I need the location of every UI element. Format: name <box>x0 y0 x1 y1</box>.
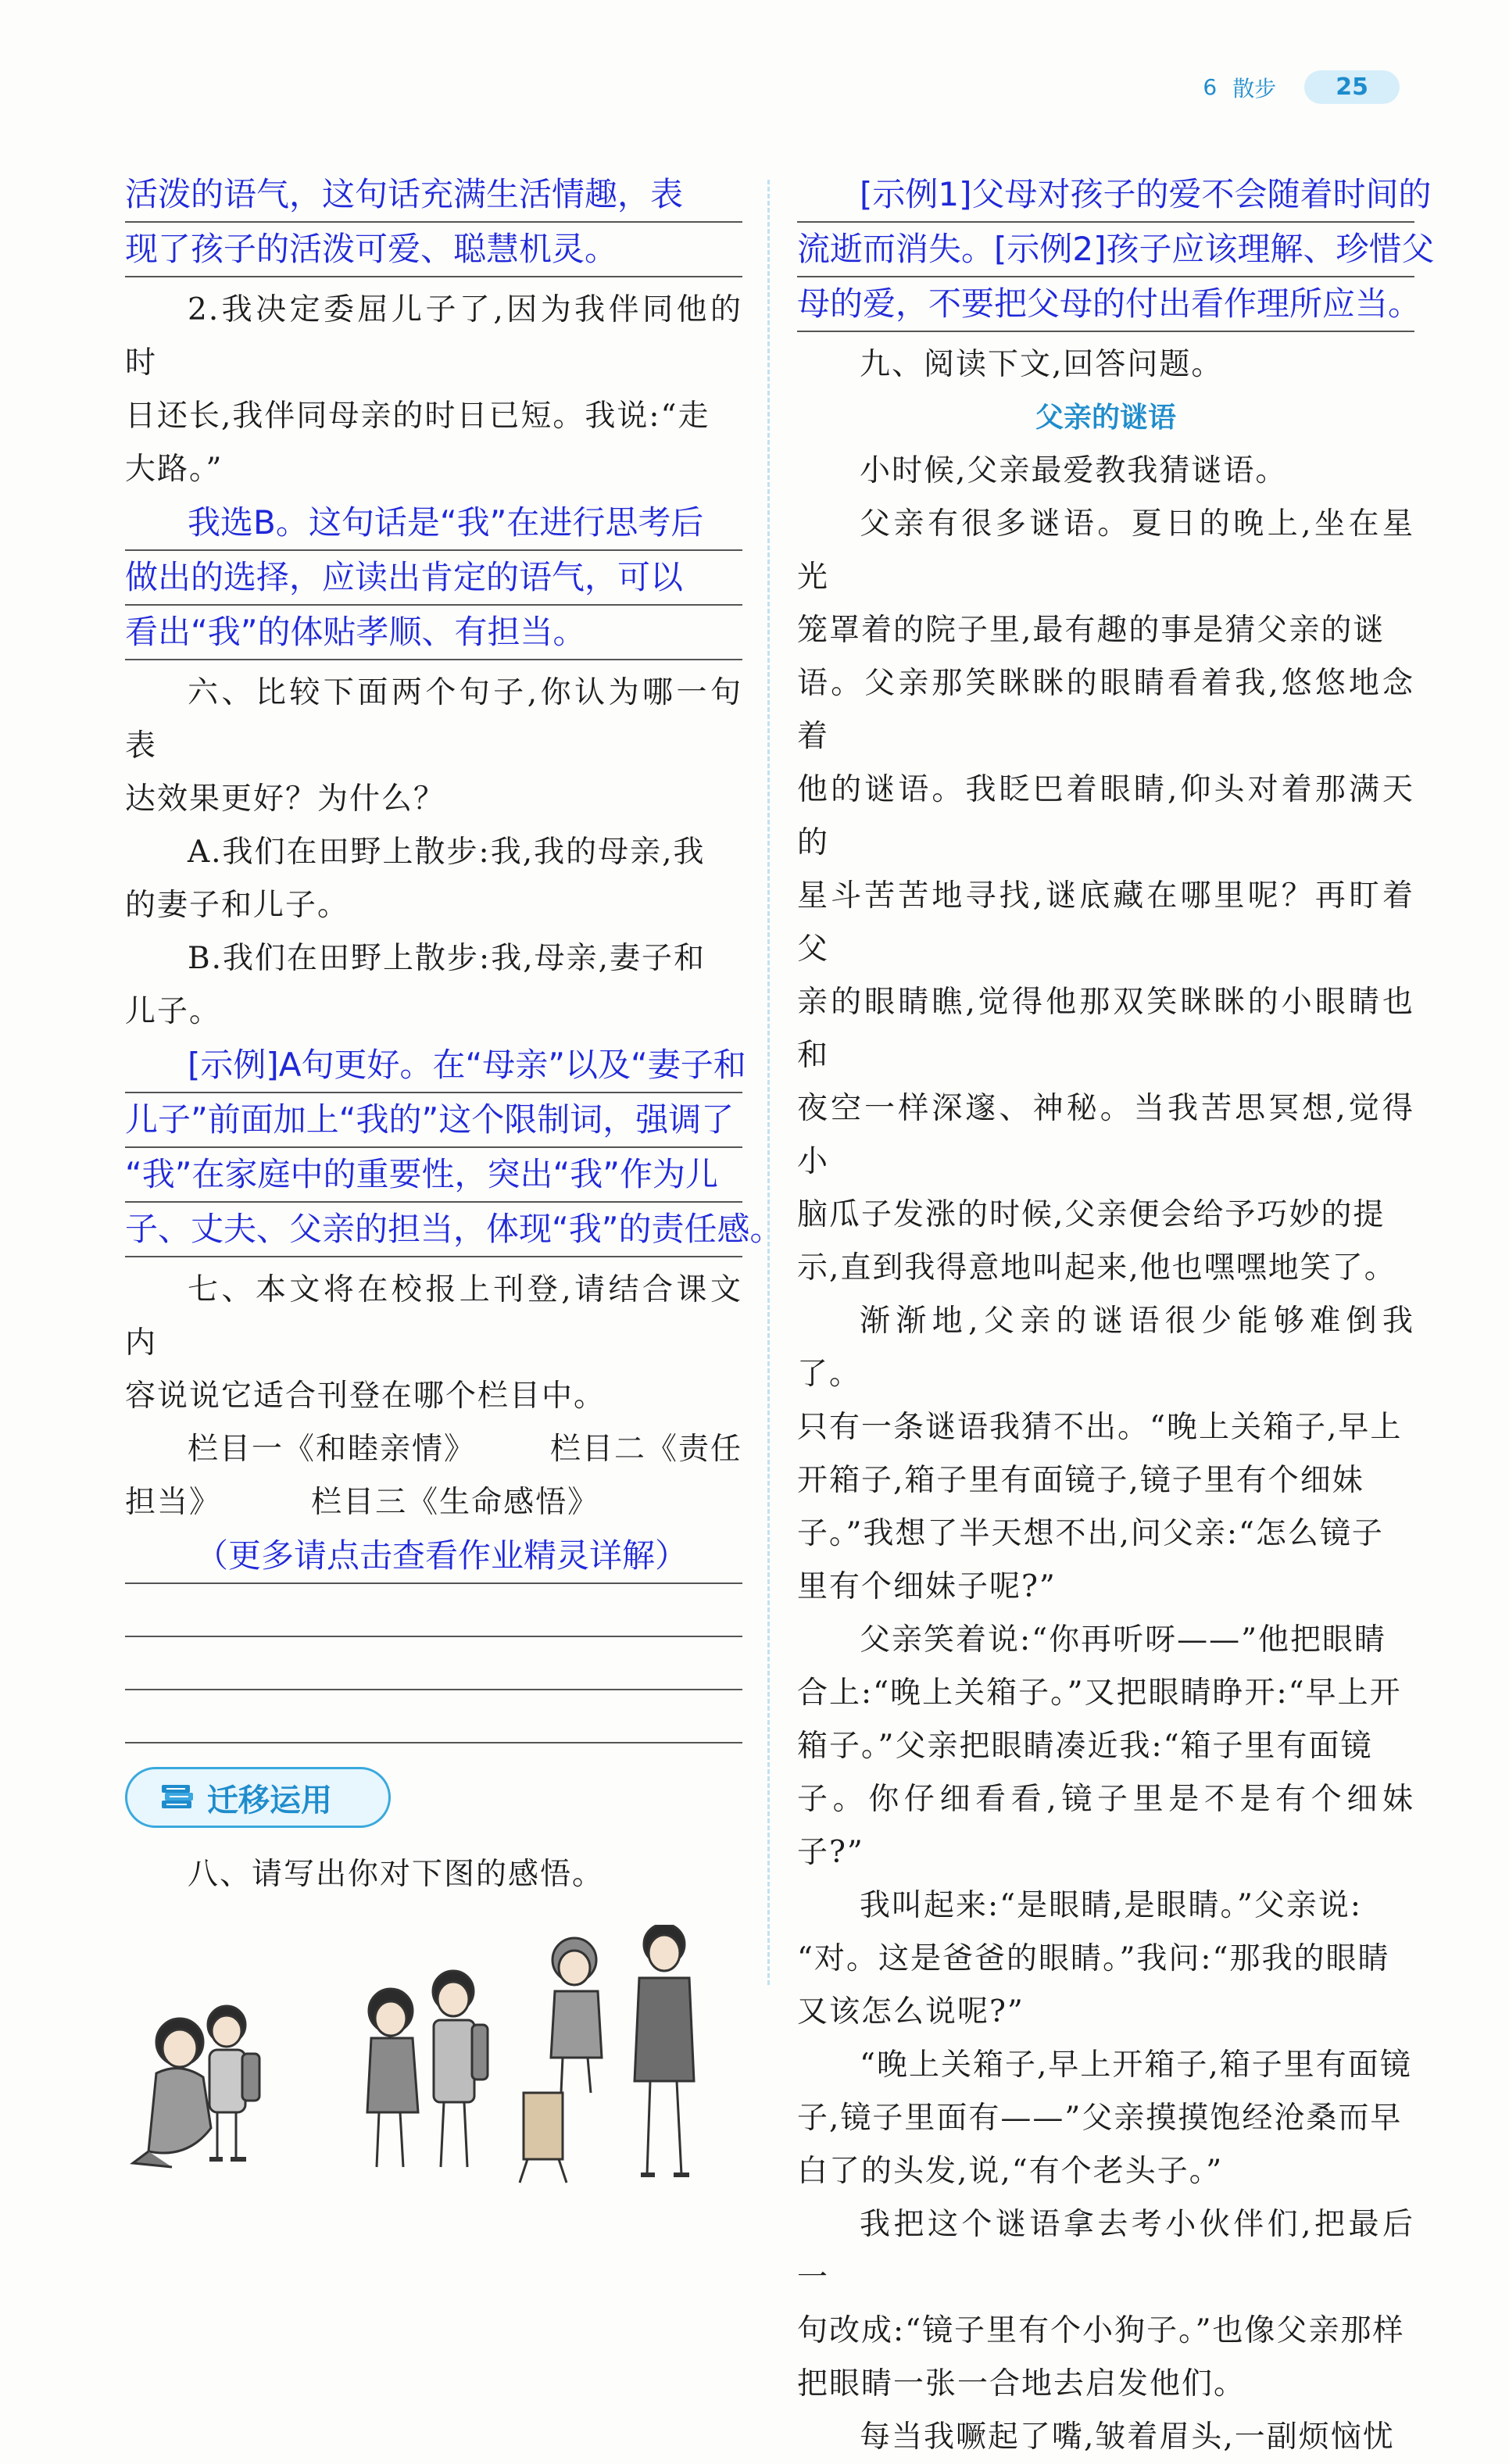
story-line: 示,直到我得意地叫起来,他也嘿嘿地笑了。 <box>797 1250 1396 1286</box>
option-a-cont: 的妻子和儿子。 <box>125 888 350 923</box>
scene-mother-on-stool-adult <box>520 1925 694 2183</box>
answer-line: [示例]A句更好。在“母亲”以及“妻子和 <box>125 1039 742 1093</box>
story-line: 我叫起来:“是眼睛,是眼睛。”父亲说: <box>860 1888 1363 1923</box>
column-option-2: 栏目二《责任 <box>549 1432 742 1467</box>
story-line: 箱子。”父亲把眼睛凑近我:“箱子里有面镜 <box>797 1729 1373 1764</box>
question-6 <box>125 667 742 1039</box>
question-line: 大路。” <box>125 452 223 487</box>
option-b-cont: 儿子。 <box>125 994 222 1029</box>
column-options-row <box>125 1423 742 1476</box>
answer-line: 做出的选择，应读出肯定的语气，可以 <box>125 551 742 606</box>
blank-answer-line <box>125 1584 742 1637</box>
column-divider <box>767 180 770 1985</box>
answer-line: 我选B。这句话是“我”在进行思考后 <box>125 496 742 551</box>
story-line: 父亲有很多谜语。夏日的晚上,坐在星光 <box>797 506 1414 595</box>
question-line: 日还长,我伴同母亲的时日已短。我说:“走 <box>125 399 710 434</box>
story-line: 脑瓜子发涨的时候,父亲便会给予巧妙的提 <box>797 1197 1386 1232</box>
question-line: 六、比较下面两个句子,你认为哪一句表 <box>125 675 742 764</box>
option-b: B.我们在田野上散步:我,母亲,妻子和 <box>188 941 706 976</box>
story-line: 夜空一样深邃、神秘。当我苦思冥想,觉得小 <box>797 1091 1414 1179</box>
question-8: 八、请写出你对下图的感悟。 <box>188 1857 605 1892</box>
question-2 <box>125 284 742 496</box>
story-paragraph <box>797 2039 1414 2198</box>
story-line: 他的谜语。我眨巴着眼睛,仰头对着那满天的 <box>797 772 1414 860</box>
story-line: 我把这个谜语拿去考小伙伴们,把最后一 <box>797 2207 1414 2295</box>
question-9: 九、阅读下文,回答问题。 <box>860 347 1224 382</box>
section-badge <box>125 1767 391 1828</box>
story-line: 白了的头发,说,“有个老头子。” <box>797 2154 1224 2189</box>
story-line: 句改成:“镜子里有个小狗子。”也像父亲那样 <box>797 2313 1405 2348</box>
story-line: 合上:“晚上关箱子。”又把眼睛睁开:“早上开 <box>797 1675 1402 1711</box>
story-paragraph <box>797 498 1414 1295</box>
right-column <box>797 168 1435 2464</box>
left-column <box>125 168 783 2194</box>
story-title: 父亲的谜语 <box>1035 402 1176 434</box>
story-paragraph <box>797 1614 1414 1879</box>
unit-number: 6 <box>1203 74 1218 100</box>
more-link-line <box>125 1529 742 1584</box>
question-line: 七、本文将在校报上刊登,请结合课文内 <box>125 1272 742 1361</box>
page-number-badge: 25 <box>1304 70 1400 104</box>
story-line: 亲的眼睛瞧,觉得他那双笑眯眯的小眼睛也和 <box>797 985 1414 1073</box>
answer-line: 母的爱，不要把父母的付出看作理所应当。 <box>797 277 1414 332</box>
story-line: 里有个细妹子呢?” <box>797 1569 1057 1604</box>
story-line: 笼罩着的院子里,最有趣的事是猜父亲的谜 <box>797 613 1386 648</box>
story-line: 又该怎么说呢?” <box>797 1994 1024 2029</box>
story-paragraph <box>797 445 1414 498</box>
page-header <box>1203 70 1400 104</box>
answer-6 <box>125 1039 783 1257</box>
blank-answer-line <box>125 1690 742 1743</box>
question-line: 2.我决定委屈儿子了,因为我伴同他的时 <box>125 292 742 381</box>
answer-line: 流逝而消失。[示例2]孩子应该理解、珍惜父 <box>797 223 1414 277</box>
story-line: 小时候,父亲最爱教我猜谜语。 <box>860 453 1288 488</box>
story-line: 每当我噘起了嘴,皱着眉头,一副烦恼忧 <box>860 2419 1395 2455</box>
story-line: 只有一条谜语我猜不出。“晚上关箱子,早上 <box>797 1410 1403 1445</box>
story-line: 父亲笑着说:“你再听呀——”他把眼睛 <box>860 1622 1387 1658</box>
answer-line: “我”在家庭中的重要性，突出“我”作为儿 <box>125 1148 742 1203</box>
lesson-title: 散步 <box>1232 75 1277 102</box>
story-body <box>797 445 1414 2464</box>
story-paragraph <box>797 1295 1414 1614</box>
story-line: 开箱子,箱子里有面镜子,镜子里有个细妹 <box>797 1463 1364 1498</box>
column-options-row-2: 担当》 栏目三《生命感悟》 <box>125 1485 600 1520</box>
answer-line: [示例1]父母对孩子的爱不会随着时间的 <box>797 168 1414 223</box>
question-line: 达效果更好？为什么？ <box>125 781 446 817</box>
story-line: 把眼睛一张一合地去启发他们。 <box>797 2366 1246 2401</box>
story-line: “对。这是爸爸的眼睛。”我问:“那我的眼睛 <box>797 1941 1390 1976</box>
story-line: 渐渐地,父亲的谜语很少能够难倒我了。 <box>797 1304 1414 1392</box>
story-line: “晚上关箱子,早上开箱子,箱子里有面镜 <box>860 2047 1412 2083</box>
story-paragraph <box>797 1879 1414 2039</box>
section-badge-label: 迁移运用 <box>207 1782 332 1818</box>
question-7 <box>125 1264 742 1529</box>
more-details-link[interactable]: （更多请点击查看作业精灵详解） <box>125 1529 742 1584</box>
answer-line: 看出“我”的体贴孝顺、有担当。 <box>125 606 742 660</box>
answer-line: 现了孩子的活泼可爱、聪慧机灵。 <box>125 223 742 277</box>
story-paragraph <box>797 2411 1414 2464</box>
story-paragraph <box>797 2198 1414 2411</box>
column-option-1: 栏目一《和睦亲情》 <box>188 1432 477 1467</box>
scene-mother-teen <box>367 1971 488 2167</box>
story-line: 星斗苦苦地寻找,谜底藏在哪里呢？再盯着父 <box>797 878 1414 967</box>
books-icon <box>159 1782 196 1813</box>
question-line: 容说说它适合刊登在哪个栏目中。 <box>125 1379 606 1414</box>
blank-answer-line <box>125 1637 742 1690</box>
option-a: A.我们在田野上散步:我,我的母亲,我 <box>188 835 706 870</box>
answer-8 <box>797 168 1435 332</box>
story-line: 子,镜子里面有——”父亲摸摸饱经沧桑而早 <box>797 2101 1403 2136</box>
story-line: 子。你仔细看看,镜子里是不是有个细妹子?” <box>797 1782 1414 1870</box>
story-line: 语。父亲那笑眯眯的眼睛看着我,悠悠地念着 <box>797 666 1414 754</box>
scene-mother-child-kneeling <box>133 2006 259 2167</box>
answer-1 <box>125 168 742 277</box>
story-line: 子。”我想了半天想不出,问父亲:“怎么镜子 <box>797 1516 1384 1551</box>
answer-line: 活泼的语气，这句话充满生活情趣，表 <box>125 168 742 223</box>
answer-line: 儿子”前面加上“我的”这个限制词，强调了 <box>125 1093 742 1148</box>
growth-illustration <box>125 1925 742 2190</box>
answer-2 <box>125 496 742 660</box>
answer-line: 子、丈夫、父亲的担当，体现“我”的责任感。 <box>125 1203 742 1257</box>
